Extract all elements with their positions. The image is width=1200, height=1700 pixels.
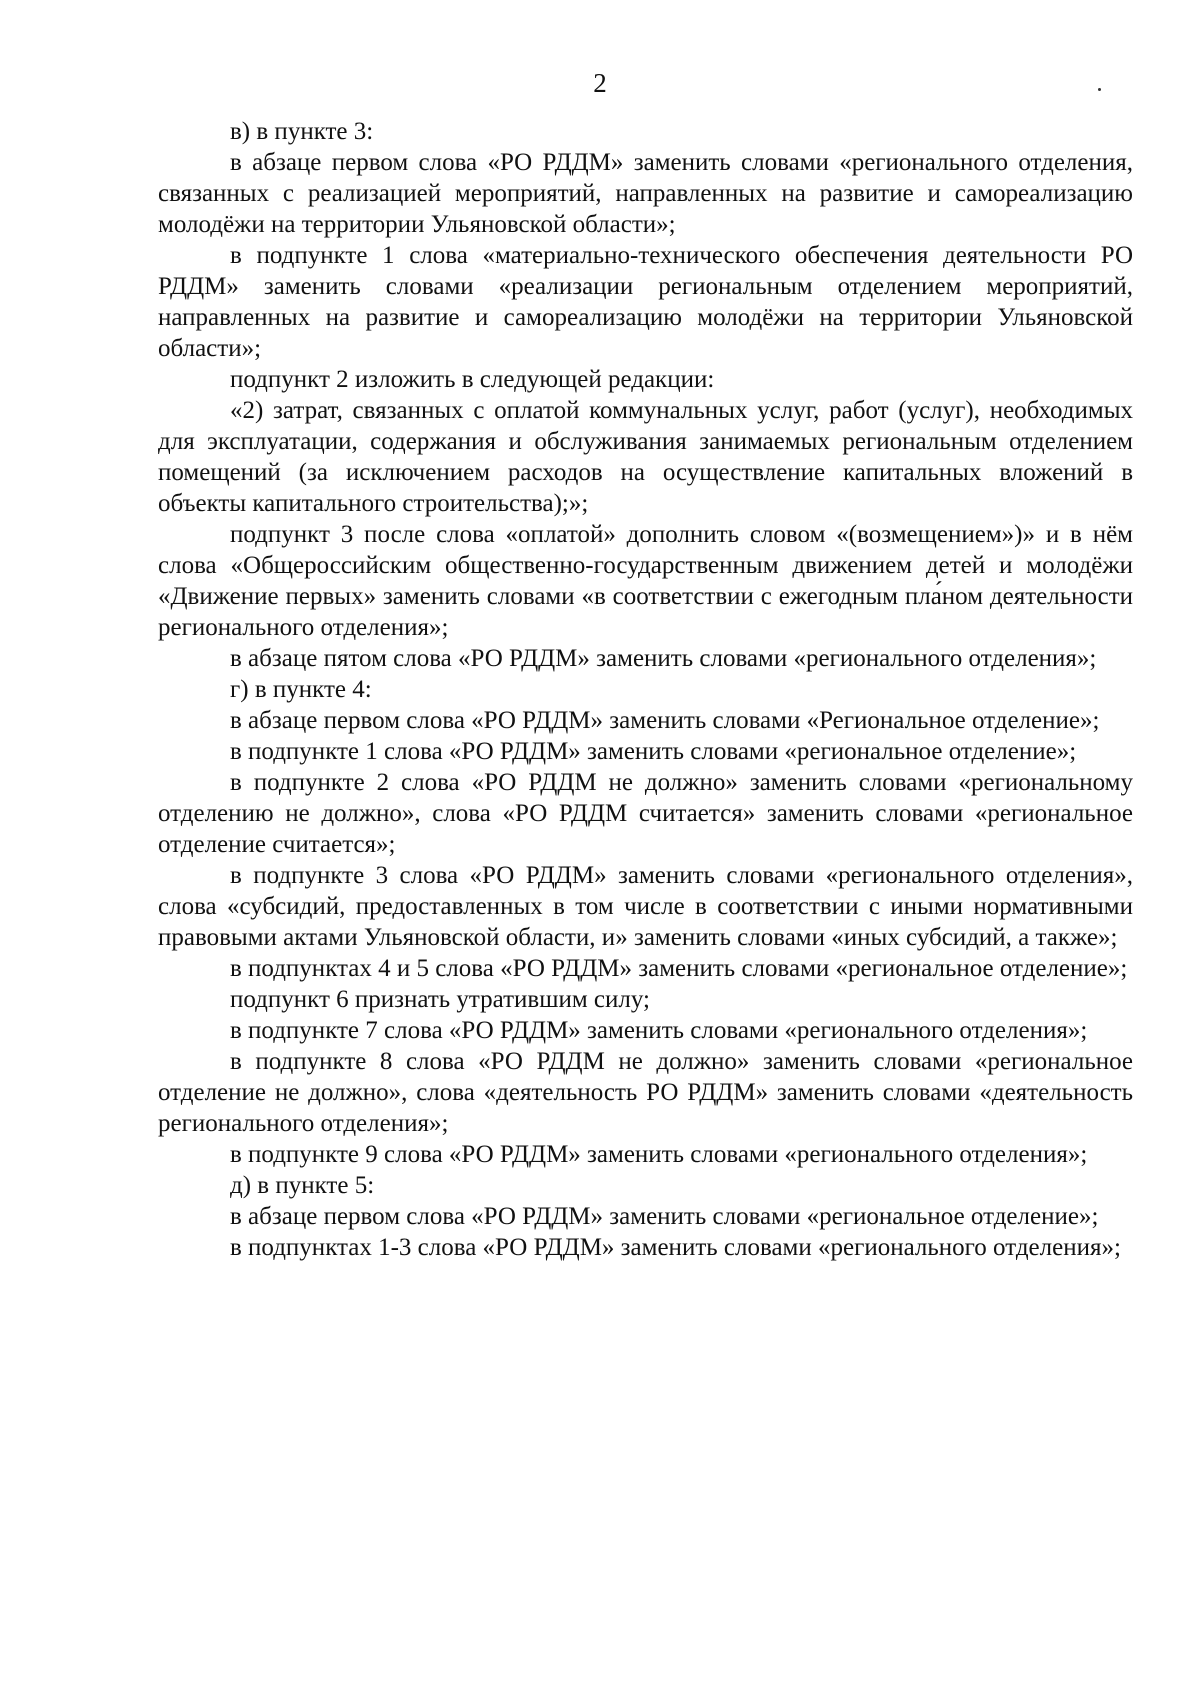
paragraph: в абзаце первом слова «РО РДДМ» заменить словами «Региональное отделение»; [230,707,1100,734]
paragraph: в абзаце пятом слова «РО РДДМ» заменить словами «регионального отделения»; [230,645,1097,672]
paragraph: в абзаце первом слова «РО РДДМ» заменить словами «регионального отделения, связанных с реализацией мероприятий, направленных на развитие и самореализацию молодёжи на территории Ульяновской области»; [158,149,1133,238]
paragraph: в абзаце первом слова «РО РДДМ» заменить словами «региональное отделение»; [230,1203,1099,1230]
paragraph: в подпункте 1 слова «материально-технического обеспечения деятельности РО РДДМ» заменить словами «реализации региональным отделением мероприятий, направленных на развитие и самореализацию молодёжи на территории Ульяновской области»; [158,242,1133,362]
paragraph: подпункт 2 изложить в следующей редакции: [230,366,715,393]
paragraph: подпункт 6 признать утратившим силу; [230,986,650,1013]
paragraph: в подпункте 2 слова «РО РДДМ не должно» заменить словами «региональному отделению не должно», слова «РО РДДМ считается» заменить словами «региональное отделение считается»; [158,769,1133,858]
paragraph: в подпунктах 4 и 5 слова «РО РДДМ» заменить словами «региональное отделение»; [230,955,1128,982]
page-number: 2 [593,68,607,98]
paragraph: в подпунктах 1-3 слова «РО РДДМ» заменить словами «регионального отделения»; [230,1234,1121,1261]
paragraph: в подпункте 3 слова «РО РДДМ» заменить словами «регионального отделения», слова «субсидий, предоставленных в том числе в соответствии с иными нормативными правовыми актами Ульяновской области, и» заменить словами «иных субсидий, а также»; [158,862,1133,951]
document-body [158,116,1133,1263]
paragraph: в подпункте 7 слова «РО РДДМ» заменить словами «регионального отделения»; [230,1017,1088,1044]
paragraph: д) в пункте 5: [230,1172,375,1199]
paragraph: подпункт 3 после слова «оплатой» дополнить словом «(возмещением»)» и в нём слова «Общероссийским общественно-государственным движением детей и молодёжи «Движение первых» заменить словами «в соответствии с ежегодным пла́ном деятельности регионального отделения»; [158,521,1133,641]
paragraph: в) в пункте 3: [230,118,374,145]
paragraph: «2) затрат, связанных с оплатой коммунальных услуг, работ (услуг), необходимых для эксплуатации, содержания и обслуживания занимаемых региональным отделением помещений (за исключением расходов на осуществление капитальных вложений в объекты капитального строительства);»; [158,397,1133,517]
paragraph: в подпункте 1 слова «РО РДДМ» заменить словами «региональное отделение»; [230,738,1077,765]
paragraph: г) в пункте 4: [230,676,372,703]
paragraph: в подпункте 8 слова «РО РДДМ не должно» заменить словами «региональное отделение не должно», слова «деятельность РО РДДМ» заменить словами «деятельность регионального отделения»; [158,1048,1133,1137]
paragraph: в подпункте 9 слова «РО РДДМ» заменить словами «регионального отделения»; [230,1141,1088,1168]
corner-dot [1098,88,1101,91]
